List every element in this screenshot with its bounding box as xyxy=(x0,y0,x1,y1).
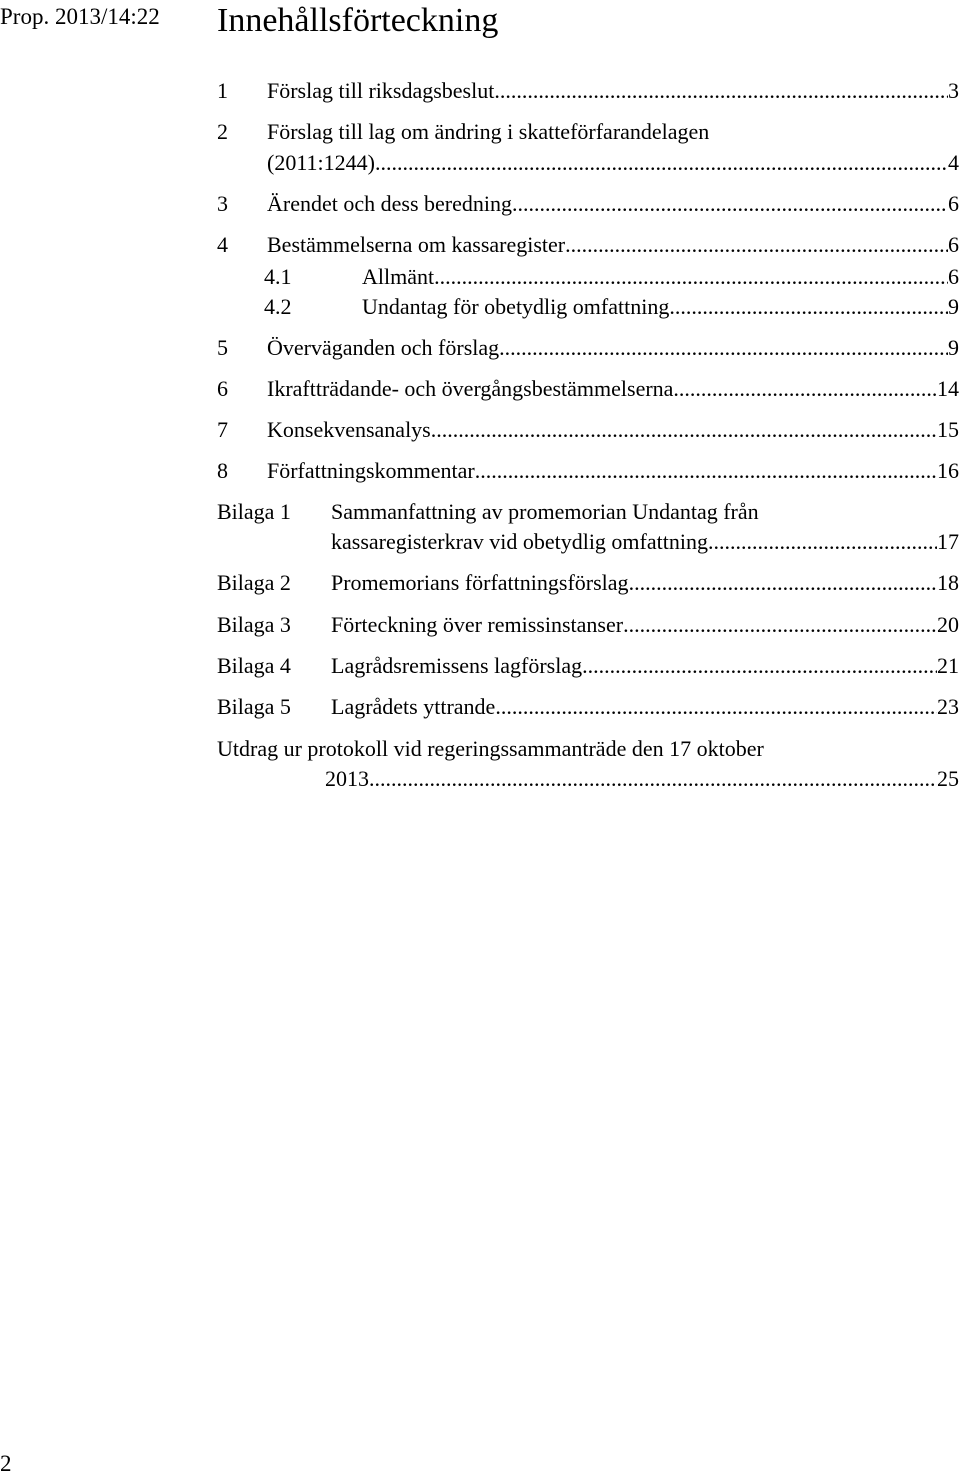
toc-leader xyxy=(495,692,937,722)
toc-page-number: 15 xyxy=(937,417,959,442)
toc-entry-bilaga-2[interactable] xyxy=(217,568,959,598)
toc-title: Förslag till riksdagsbeslut xyxy=(267,78,495,103)
toc-entry-6[interactable] xyxy=(217,374,959,404)
toc-entry-3[interactable] xyxy=(217,189,959,219)
toc-entry-bilaga-4[interactable] xyxy=(217,651,959,681)
toc-entry-bilaga-3[interactable] xyxy=(217,610,959,640)
toc-leader xyxy=(475,456,937,486)
toc-title: Lagrådets yttrande xyxy=(331,694,496,719)
toc-title: Förteckning över remissinstanser xyxy=(331,612,624,637)
toc-page-number: 9 xyxy=(948,335,959,360)
toc-leader xyxy=(494,76,948,106)
toc-entry-bilaga-5[interactable] xyxy=(217,692,959,722)
toc-title: Promemorians författningsförslag xyxy=(331,570,629,595)
toc-number: 5 xyxy=(217,335,228,360)
toc-page-number: 9 xyxy=(948,294,959,319)
toc-leader xyxy=(499,333,948,363)
toc-title: Ikraftträdande- och övergångsbestämmelserna xyxy=(267,376,674,401)
toc-number: 6 xyxy=(217,376,228,401)
toc-page-number: 23 xyxy=(937,694,959,719)
toc-entry-utdrag[interactable] xyxy=(217,764,959,794)
toc-number: Bilaga 5 xyxy=(217,694,291,719)
toc-title-line1: Förslag till lag om ändring i skatteförfarandelagen xyxy=(267,119,710,144)
toc-number: Bilaga 1 xyxy=(217,499,291,524)
toc-title: Överväganden och förslag xyxy=(267,335,500,360)
toc-page-number: 17 xyxy=(937,529,959,554)
toc-title: Undantag för obetydlig omfattning xyxy=(362,294,670,319)
toc-leader xyxy=(434,262,948,292)
toc-number: Bilaga 4 xyxy=(217,653,291,678)
toc-leader xyxy=(512,189,948,219)
toc-leader xyxy=(708,527,937,557)
toc-page-number: 16 xyxy=(937,458,959,483)
toc-title: 2013 xyxy=(325,766,369,791)
toc-page-number: 21 xyxy=(937,653,959,678)
toc-leader xyxy=(629,568,937,598)
toc-leader xyxy=(369,764,937,794)
toc-number: 8 xyxy=(217,458,228,483)
page-number: 2 xyxy=(0,1451,12,1476)
toc-entry-bilaga-1[interactable] xyxy=(217,527,959,557)
toc-leader xyxy=(673,374,937,404)
toc-page-number: 6 xyxy=(948,191,959,216)
toc-title: Författningskommentar xyxy=(267,458,475,483)
toc-page-number: 20 xyxy=(937,612,959,637)
toc-page-number: 25 xyxy=(937,766,959,791)
toc-number: 7 xyxy=(217,417,228,442)
document-reference: Prop. 2013/14:22 xyxy=(0,4,160,29)
toc-page-number: 6 xyxy=(948,264,959,289)
toc-entry-4-2[interactable] xyxy=(217,292,959,322)
toc-title: kassaregisterkrav vid obetydlig omfattning xyxy=(331,529,708,554)
toc-leader xyxy=(582,651,937,681)
toc-leader xyxy=(375,148,948,178)
toc-page-number: 18 xyxy=(937,570,959,595)
toc-page-number: 3 xyxy=(948,78,959,103)
toc-page-number: 4 xyxy=(948,150,959,175)
toc-title-line1: Utdrag ur protokoll vid regeringssammanträde den 17 oktober xyxy=(217,736,764,761)
toc-number: 1 xyxy=(217,78,228,103)
toc-title: Allmänt xyxy=(362,264,435,289)
toc-leader xyxy=(669,292,948,322)
toc-page-number: 14 xyxy=(937,376,959,401)
toc-number: 4.2 xyxy=(264,294,292,319)
toc-title: (2011:1244) xyxy=(267,150,375,175)
toc-entry-8[interactable] xyxy=(217,456,959,486)
toc-number: Bilaga 2 xyxy=(217,570,291,595)
toc-number: 3 xyxy=(217,191,228,216)
toc-title-line1: Sammanfattning av promemorian Undantag från xyxy=(331,499,759,524)
toc-entry-1[interactable] xyxy=(217,76,959,106)
toc-title: Konsekvensanalys xyxy=(267,417,431,442)
toc-page-number: 6 xyxy=(948,232,959,257)
toc-number: 4.1 xyxy=(264,264,292,289)
toc-number: Bilaga 3 xyxy=(217,612,291,637)
toc-title: Lagrådsremissens lagförslag xyxy=(331,653,583,678)
toc-entry-2[interactable] xyxy=(217,148,959,178)
toc-entry-4[interactable] xyxy=(217,230,959,260)
toc-leader xyxy=(565,230,948,260)
toc-entry-7[interactable] xyxy=(217,415,959,445)
toc-number: 4 xyxy=(217,232,228,257)
toc-leader xyxy=(431,415,937,445)
toc-title: Ärendet och dess beredning xyxy=(267,191,512,216)
toc-entry-4-1[interactable] xyxy=(217,262,959,292)
toc-entry-5[interactable] xyxy=(217,333,959,363)
toc-number: 2 xyxy=(217,119,228,144)
toc-leader xyxy=(623,610,937,640)
toc-title: Bestämmelserna om kassaregister xyxy=(267,232,566,257)
page-title: Innehållsförteckning xyxy=(217,2,499,39)
